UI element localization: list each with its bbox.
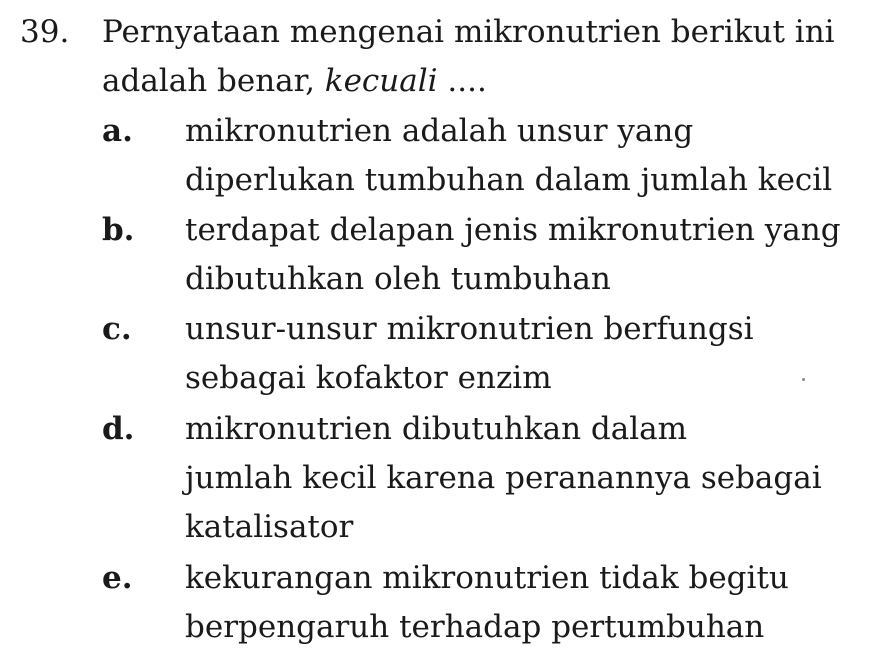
option-b-text: [185, 206, 865, 304]
stem-ellipsis: ....: [437, 63, 487, 99]
question-stem: [102, 8, 864, 106]
option-c-line-1: unsur-unsur mikronutrien berfungsi: [185, 311, 754, 347]
option-e-line-1: kekurangan mikronutrien tidak begitu: [185, 560, 789, 596]
option-d-line-2: jumlah kecil karena peranannya sebagai: [185, 460, 822, 496]
option-e-letter: e.: [102, 560, 133, 596]
option-a-letter: a.: [102, 113, 133, 149]
option-c-letter: c.: [102, 311, 132, 347]
scan-speck: [802, 378, 805, 381]
question-stem-line-1: Pernyataan mengenai mikronutrien berikut ini: [102, 14, 835, 50]
option-b-line-1: terdapat delapan jenis mikronutrien yang: [185, 212, 841, 248]
option-b-letter: b.: [102, 212, 135, 248]
option-e-text: [185, 554, 865, 652]
option-d-line-3: katalisator: [185, 509, 354, 545]
option-c-line-2: sebagai kofaktor enzim: [185, 360, 552, 396]
question-stem-line-2: [102, 57, 864, 106]
option-a-text: [185, 107, 865, 205]
option-d-line-1: mikronutrien dibutuhkan dalam: [185, 411, 688, 447]
option-b-line-2: dibutuhkan oleh tumbuhan: [185, 261, 611, 297]
option-a-line-1: mikronutrien adalah unsur yang: [185, 113, 694, 149]
option-e-line-2: berpengaruh terhadap pertumbuhan: [185, 609, 765, 645]
option-a-line-2: diperlukan tumbuhan dalam jumlah kecil: [185, 162, 833, 198]
option-d-text: [185, 405, 865, 552]
option-c-text: [185, 305, 865, 403]
stem-prefix: adalah benar,: [102, 63, 325, 99]
option-d-letter: d.: [102, 411, 135, 447]
stem-keyword-kecuali: kecuali: [324, 63, 438, 99]
question-number: 39.: [20, 14, 70, 50]
